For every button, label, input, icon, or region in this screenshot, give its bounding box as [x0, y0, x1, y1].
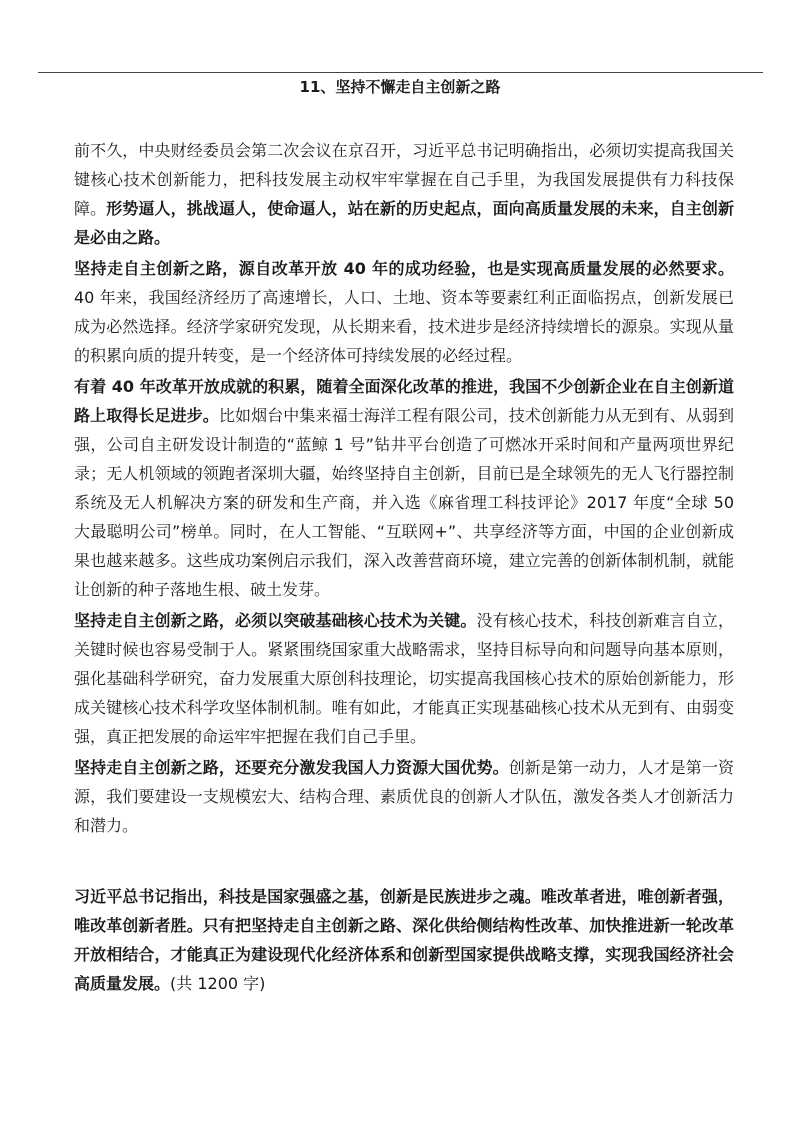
paragraph-text: 创新是第一动力，人才是第一资源，我们要建设一支规模宏大、结构合理、素质优良的创新人才队伍，激发各类人才创新活力和潜力。 [74, 758, 734, 835]
article-body [74, 136, 734, 1000]
paragraph-lead: 坚持走自主创新之路，必须以突破基础核心技术为关键。 [74, 611, 477, 630]
paragraph-lead: 坚持走自主创新之路，还要充分激发我国人力资源大国优势。 [74, 758, 509, 777]
paragraph-text: 比如烟台中集来福士海洋工程有限公司，技术创新能力从无到有、从弱到强，公司自主研发设计制造的“蓝鲸 1 号”钻井平台创造了可燃冰开采时间和产量两项世界纪录；无人机领域的领跑者深圳大疆，始终坚持自主创新，目前已是全球领先的无人飞行器控制系统及无人机解决方案的研发和生产商，并入选《麻省理工科技评论》2017 年度“全球 50 大最聪明公司”榜单。同时，在人工智能、“互联网+”、共享经济等方面，中国的企业创新成果也越来越多。这些成功案例启示我们，深入改善营商环境，建立完善的创新体制机制，就能让创新的种子落地生根、破土发芽。 [74, 406, 734, 599]
paragraph [74, 136, 734, 252]
paragraph-lead: 习近平总书记指出，科技是国家强盛之基，创新是民族进步之魂。唯改革者进，唯创新者强，唯改革创新者胜。只有把坚持走自主创新之路、深化供给侧结构性改革、加快推进新一轮改革开放相结合，才能真正为建设现代化经济体系和创新型国家提供战略支撑，实现我国经济社会高质量发展。 [74, 887, 734, 993]
paragraph-text: 前不久，中央财经委员会第二次会议在京召开，习近平总书记明确指出，必须切实提高我国关键核心技术创新能力，把科技发展主动权牢牢掌握在自己手里，为我国发展提供有力科技保障。 [74, 141, 734, 218]
paragraph [74, 254, 734, 370]
page-title: 11、坚持不懈走自主创新之路 [299, 78, 501, 96]
paragraph [74, 753, 734, 840]
paragraph-text: 没有核心技术，科技创新难言自立，关键时候也容易受制于人。紧紧围绕国家重大战略需求，坚持目标导向和问题导向基本原则，强化基础科学研究，奋力发展重大原创科技理论，切实提高我国核心技术的原始创新能力，形成关键核心技术科学攻坚体制机制。唯有如此，才能真正实现基础核心技术从无到有、由弱变强，真正把发展的命运牢牢把握在我们自己手里。 [74, 611, 734, 746]
paragraph-text: 40 年来，我国经济经历了高速增长，人口、土地、资本等要素红利正面临拐点，创新发展已成为必然选择。经济学家研究发现，从长期来看，技术进步是经济持续增长的源泉。实现从量的积累向质的提升转变，是一个经济体可持续发展的必经过程。 [74, 288, 734, 365]
paragraph-bold-tail: 形势逼人，挑战逼人，使命逼人，站在新的历史起点，面向高质量发展的未来，自主创新是必由之路。 [74, 199, 734, 247]
paragraph [74, 372, 734, 604]
word-count: (共 1200 字) [170, 974, 266, 993]
paragraph-lead: 坚持走自主创新之路，源自改革开放 40 年的成功经验，也是实现高质量发展的必然要求。 [74, 259, 734, 278]
header-rule [38, 72, 763, 73]
paragraph [74, 606, 734, 751]
paragraph-conclusion [74, 882, 734, 998]
paragraph-lead: 有着 40 年改革开放成就的积累，随着全面深化改革的推进，我国不少创新企业在自主创新道路上取得长足进步。 [74, 377, 734, 425]
